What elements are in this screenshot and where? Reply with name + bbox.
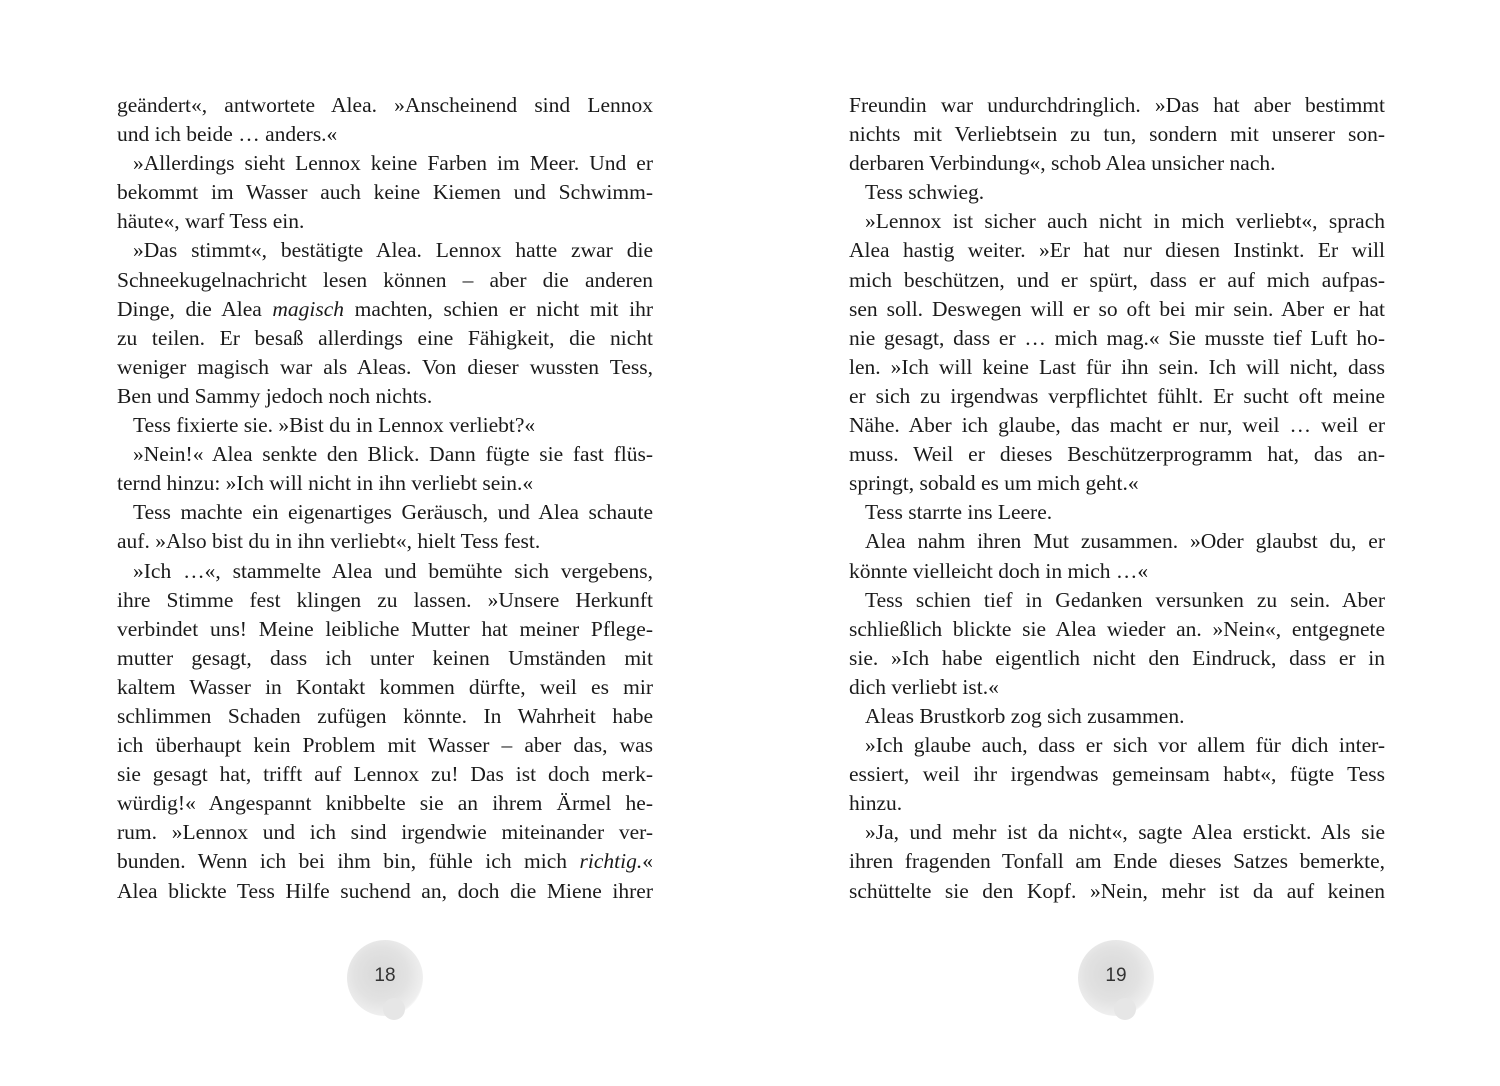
line-text: hinzu.: [849, 791, 903, 816]
text-line: [117, 702, 653, 731]
text-line: [849, 847, 1385, 876]
text-line: [849, 440, 1385, 469]
text-line: [117, 440, 653, 469]
line-text: Tess schwieg.: [865, 180, 985, 205]
text-line: [117, 789, 653, 818]
text-line: [849, 324, 1385, 353]
text-line: [849, 120, 1385, 149]
page-number-right: 19: [1078, 940, 1154, 1016]
line-text: »Nein!« Alea senkte den Blick. Dann fügte sie fast flüs-: [133, 442, 653, 467]
line-text: Ben und Sammy jedoch noch nichts.: [117, 383, 433, 408]
line-text: nichts mit Verliebtsein zu tun, sondern mit unserer son-: [849, 122, 1385, 147]
line-text: springt, sobald es um mich geht.«: [849, 471, 1139, 496]
text-line: [117, 382, 653, 411]
line-text: »Ja, und mehr ist da nicht«, sagte Alea erstickt. Als sie: [865, 820, 1385, 845]
text-line: [849, 673, 1385, 702]
line-text: Tess starrte ins Leere.: [865, 500, 1053, 525]
text-line: [117, 295, 653, 324]
text-line: [117, 818, 653, 847]
text-line: [117, 586, 653, 615]
text-line: [849, 207, 1385, 236]
left-page-text: [117, 91, 653, 906]
text-line: [117, 91, 653, 120]
text-line: [117, 498, 653, 527]
line-text: weniger magisch war als Aleas. Von dieser wussten Tess,: [117, 354, 653, 379]
line-text: Alea hastig weiter. »Er hat nur diesen Instinkt. Er will: [849, 238, 1385, 263]
line-text: sie gesagt hat, trifft auf Lennox zu! Das ist doch merk-: [117, 762, 653, 787]
line-text: »Das stimmt«, bestätigte Alea. Lennox hatte zwar die: [133, 238, 653, 263]
text-line: [117, 557, 653, 586]
line-text: könnte vielleicht doch in mich …«: [849, 558, 1149, 583]
text-line: [849, 731, 1385, 760]
text-line: [849, 266, 1385, 295]
italic-text: magisch: [272, 296, 345, 321]
text-line: [117, 353, 653, 382]
line-text: «: [642, 849, 653, 874]
line-text: rum. »Lennox und ich sind irgendwie miteinander ver-: [117, 820, 653, 845]
line-text: ihren fragenden Tonfall am Ende dieses Satzes bemerkte,: [849, 849, 1385, 874]
text-line: [117, 178, 653, 207]
text-line: [117, 731, 653, 760]
line-text: Alea nahm ihren Mut zusammen. »Oder glaubst du, er: [865, 529, 1385, 554]
right-page-text: [849, 91, 1385, 906]
text-line: [117, 760, 653, 789]
line-text: Dinge, die Alea: [117, 296, 273, 321]
line-text: er sich zu irgendwas verpflichtet fühlt. Er sucht oft meine: [849, 383, 1385, 408]
line-text: sie. »Ich habe eigentlich nicht den Eindruck, dass er in: [849, 645, 1385, 670]
line-text: schlimmen Schaden zufügen könnte. In Wahrheit habe: [117, 703, 653, 728]
line-text: schließlich blickte sie Alea wieder an. »Nein«, entgegnete: [849, 616, 1385, 641]
text-line: [849, 236, 1385, 265]
text-line: [849, 353, 1385, 382]
line-text: verbindet uns! Meine leibliche Mutter hat meiner Pflege-: [117, 616, 653, 641]
text-line: [849, 295, 1385, 324]
line-text: und ich beide … anders.«: [117, 122, 338, 147]
text-line: [117, 527, 653, 556]
text-line: [117, 324, 653, 353]
text-line: [849, 91, 1385, 120]
text-line: [849, 877, 1385, 906]
line-text: essiert, weil ihr irgendwas gemeinsam habt«, fügte Tess: [849, 762, 1385, 787]
line-text: nie gesagt, dass er … mich mag.« Sie musste tief Luft ho-: [849, 325, 1385, 350]
text-line: [117, 615, 653, 644]
line-text: ternd hinzu: »Ich will nicht in ihn verliebt sein.«: [117, 471, 534, 496]
line-text: »Lennox ist sicher auch nicht in mich verliebt«, sprach: [865, 209, 1385, 234]
text-line: [849, 498, 1385, 527]
text-line: [849, 469, 1385, 498]
text-line: [117, 266, 653, 295]
line-text: kaltem Wasser in Kontakt kommen dürfte, weil es mir: [117, 674, 653, 699]
text-line: [117, 469, 653, 498]
line-text: mich beschützen, und er spürt, dass er auf mich aufpas-: [849, 267, 1385, 292]
line-text: häute«, warf Tess ein.: [117, 209, 305, 234]
text-line: [849, 760, 1385, 789]
text-line: [849, 178, 1385, 207]
line-text: »Allerdings sieht Lennox keine Farben im Meer. Und er: [133, 151, 653, 176]
line-text: »Ich …«, stammelte Alea und bemühte sich vergebens,: [133, 558, 653, 583]
line-text: dich verliebt ist.«: [849, 674, 999, 699]
text-line: [849, 411, 1385, 440]
line-text: Tess schien tief in Gedanken versunken zu sein. Aber: [865, 587, 1385, 612]
line-text: Tess fixierte sie. »Bist du in Lennox verliebt?«: [133, 413, 536, 438]
line-text: zu teilen. Er besaß allerdings eine Fähigkeit, die nicht: [117, 325, 653, 350]
text-line: [117, 644, 653, 673]
line-text: derbaren Verbindung«, schob Alea unsicher nach.: [849, 151, 1276, 176]
text-line: [117, 877, 653, 906]
text-line: [849, 557, 1385, 586]
text-line: [117, 411, 653, 440]
line-text: auf. »Also bist du in ihn verliebt«, hielt Tess fest.: [117, 529, 541, 554]
line-text: Aleas Brustkorb zog sich zusammen.: [865, 703, 1185, 728]
line-text: Schneekugelnachricht lesen können – aber die anderen: [117, 267, 653, 292]
text-line: [117, 207, 653, 236]
text-line: [117, 236, 653, 265]
italic-text: richtig.: [579, 849, 643, 874]
text-line: [849, 615, 1385, 644]
text-line: [849, 818, 1385, 847]
line-text: bunden. Wenn ich bei ihm bin, fühle ich mich: [117, 849, 580, 874]
line-text: »Ich glaube auch, dass er sich vor allem für dich inter-: [865, 733, 1385, 758]
line-text: schüttelte sie den Kopf. »Nein, mehr ist da auf keinen: [849, 878, 1385, 903]
line-text: ich überhaupt kein Problem mit Wasser – aber das, was: [117, 733, 653, 758]
text-line: [849, 702, 1385, 731]
line-text: geändert«, antwortete Alea. »Anscheinend sind Lennox: [117, 93, 653, 117]
line-text: Alea blickte Tess Hilfe suchend an, doch die Miene ihrer: [117, 878, 653, 903]
line-text: würdig!« Angespannt knibbelte sie an ihrem Ärmel he-: [117, 791, 653, 816]
text-line: [849, 382, 1385, 411]
text-line: [117, 847, 653, 876]
text-line: [117, 673, 653, 702]
line-text: bekommt im Wasser auch keine Kiemen und Schwimm-: [117, 180, 653, 205]
text-line: [849, 644, 1385, 673]
text-line: [849, 527, 1385, 556]
text-line: [117, 120, 653, 149]
line-text: Tess machte ein eigenartiges Geräusch, und Alea schaute: [133, 500, 653, 525]
line-text: machten, schien er nicht mit ihr: [344, 296, 653, 321]
text-line: [849, 586, 1385, 615]
line-text: mutter gesagt, dass ich unter keinen Umständen mit: [117, 645, 653, 670]
line-text: ihre Stimme fest klingen zu lassen. »Unsere Herkunft: [117, 587, 653, 612]
text-line: [117, 149, 653, 178]
line-text: sen soll. Deswegen will er so oft bei mir sein. Aber er hat: [849, 296, 1385, 321]
line-text: len. »Ich will keine Last für ihn sein. Ich will nicht, dass: [849, 354, 1385, 379]
text-line: [849, 149, 1385, 178]
page-number-left: 18: [347, 940, 423, 1016]
line-text: Freundin war undurchdringlich. »Das hat aber bestimmt: [849, 93, 1385, 117]
line-text: Nähe. Aber ich glaube, das macht er nur, weil … weil er: [849, 413, 1385, 438]
line-text: muss. Weil er dieses Beschützerprogramm hat, das an-: [849, 442, 1385, 467]
text-line: [849, 789, 1385, 818]
